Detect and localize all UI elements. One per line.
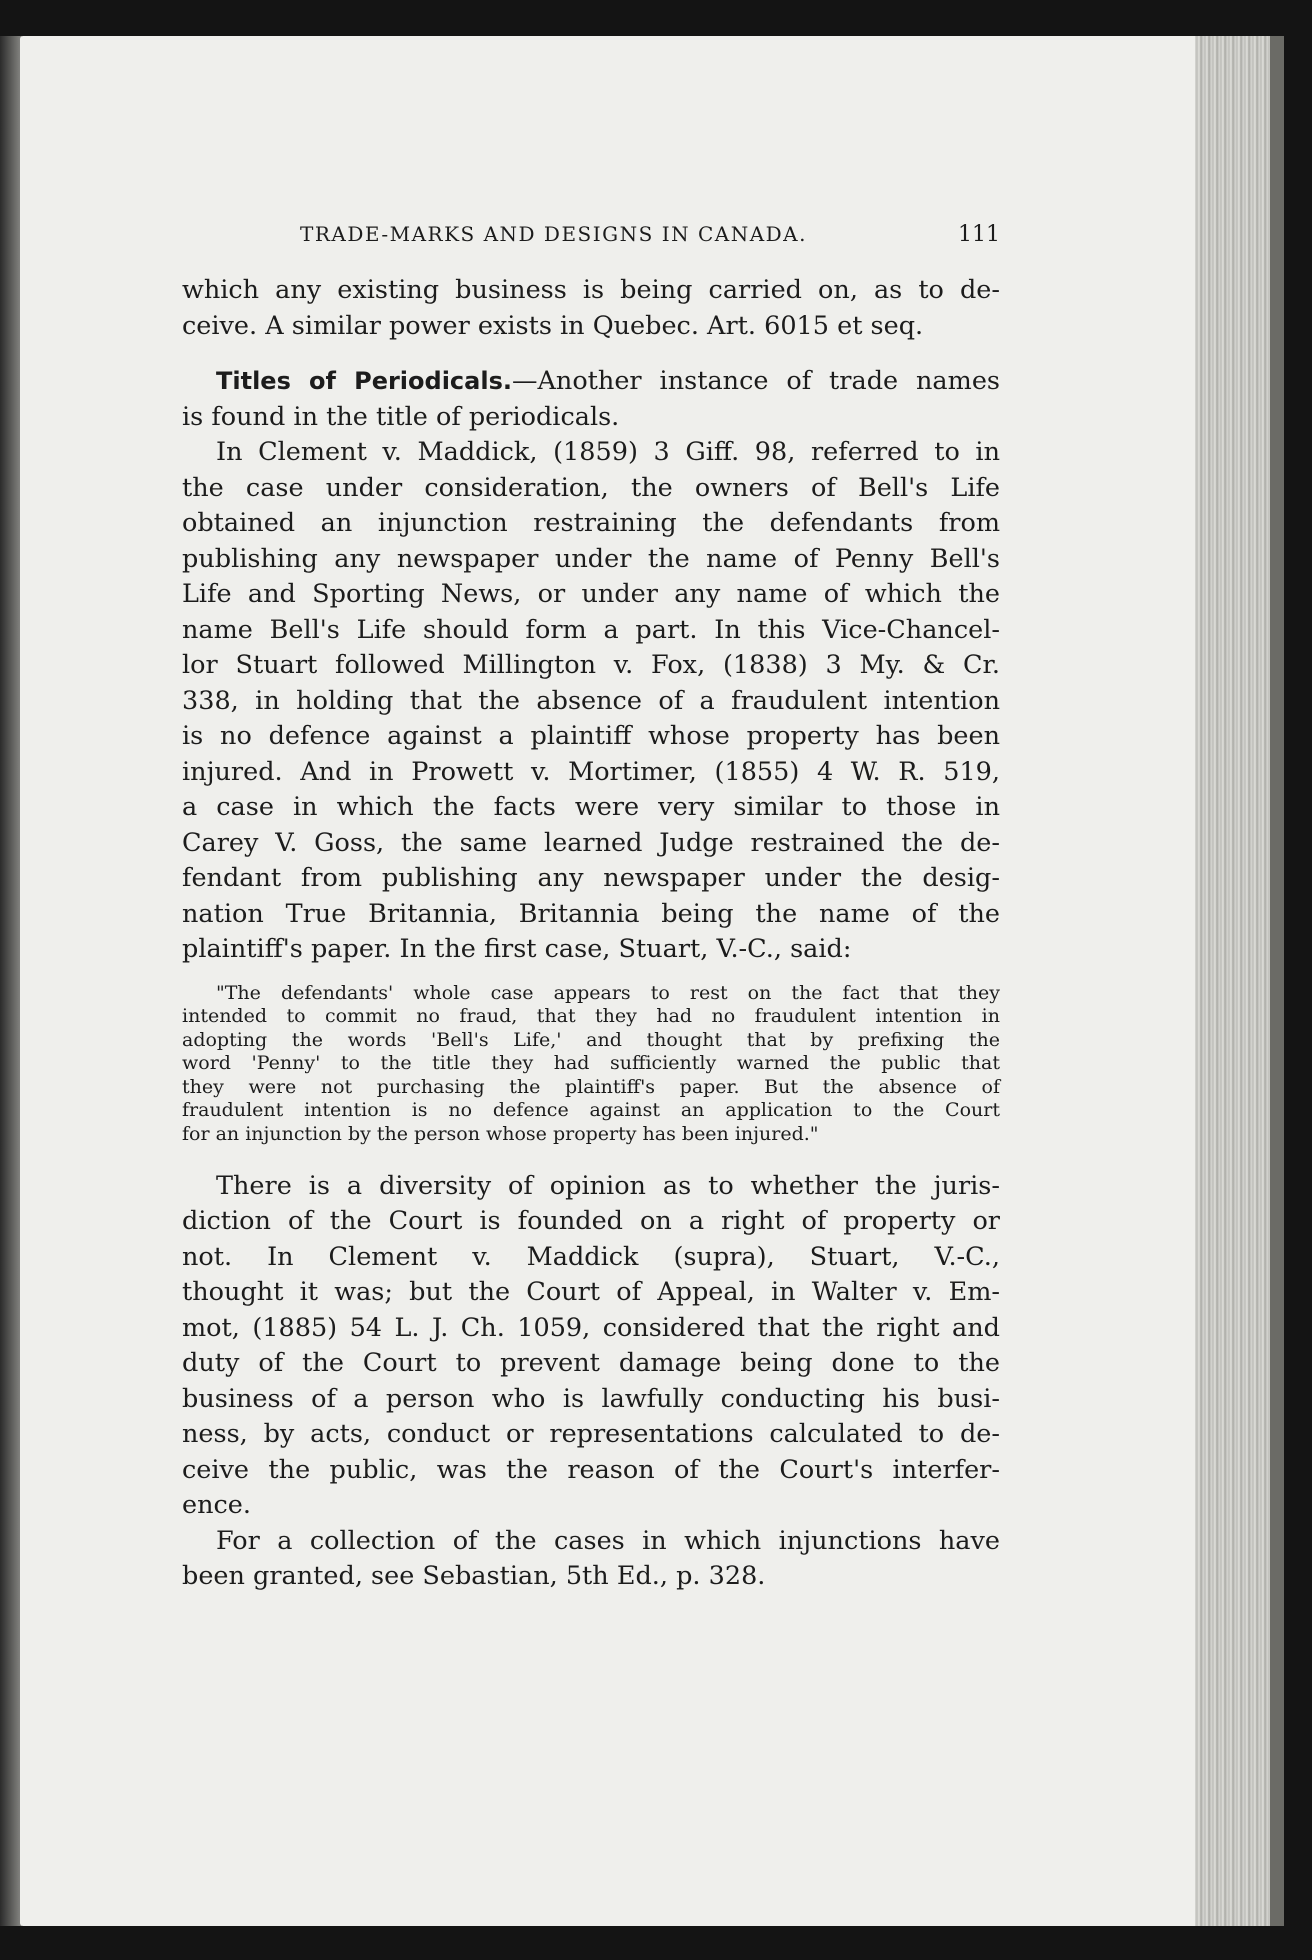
text-line: For a collection of the cases in which injunctions have	[216, 1525, 1000, 1556]
book-gutter	[0, 36, 22, 1926]
text-line: injured. And in Prowett v. Mortimer, (1855) 4 W. R. 519,	[182, 756, 1000, 787]
text-line: fendant from publishing any newspaper under the desig-	[182, 863, 1000, 893]
quote-line: fraudulent intention is no defence against an application to the Court	[182, 1099, 1000, 1122]
text-line: Carey V. Goss, the same learned Judge restrained the de-	[182, 827, 1000, 858]
text-line: mot, (1885) 54 L. J. Ch. 1059, considered that the right and	[182, 1312, 1000, 1343]
quote-line: intended to commit no fraud, that they had no fraudulent intention in	[182, 1005, 1000, 1028]
running-head-title: TRADE-MARKS AND DESIGNS IN CANADA.	[300, 222, 807, 246]
quote-line: adopting the words 'Bell's Life,' and thought that by prefixing the	[182, 1028, 1000, 1051]
quote-line: word 'Penny' to the title they had sufficiently warned the public that	[182, 1052, 1000, 1075]
text-line: thought it was; but the Court of Appeal, in Walter v. Em-	[182, 1277, 1000, 1308]
text-line: 338, in holding that the absence of a fraudulent intention	[182, 685, 1000, 716]
heading-continuation: —Another instance of trade names	[511, 366, 1000, 396]
text-line: is found in the title of periodicals.	[182, 401, 620, 432]
text-line: name Bell's Life should form a part. In this Vice-Chancel-	[182, 614, 1000, 645]
section-heading: Titles of Periodicals.	[216, 367, 512, 395]
text-line: been granted, see Sebastian, 5th Ed., p. 328.	[182, 1561, 766, 1592]
text-line: There is a diversity of opinion as to whether the juris-	[216, 1170, 1000, 1201]
page-text	[182, 222, 1000, 1595]
text-line: nation True Britannia, Britannia being the name of the	[182, 898, 1000, 929]
text-line: Life and Sporting News, or under any name of which the	[182, 579, 1000, 609]
text-line: ness, by acts, conduct or representations calculated to de-	[182, 1419, 1000, 1450]
book-cover-edge	[1270, 36, 1284, 1926]
paragraph-5	[182, 1524, 1000, 1595]
paragraph-1	[182, 273, 1000, 344]
paragraph-2	[182, 364, 1000, 435]
running-head	[182, 222, 1000, 247]
quote-line: they were not purchasing the plaintiff's paper. But the absence of	[182, 1075, 1000, 1098]
text-line: lor Stuart followed Millington v. Fox, (1838) 3 My. & Cr.	[182, 650, 1000, 680]
text-line: ceive the public, was the reason of the Court's interfer-	[182, 1454, 1000, 1485]
text-line: publishing any newspaper under the name of Penny Bell's	[182, 543, 1000, 574]
page-edges	[1195, 36, 1280, 1926]
text-line: plaintiff's paper. In the first case, Stuart, V.-C., said:	[182, 934, 852, 964]
paragraph-3	[182, 435, 1000, 968]
text-line: In Clement v. Maddick, (1859) 3 Giff. 98, referred to in	[216, 437, 1000, 467]
quote-line: "The defendants' whole case appears to rest on the fact that they	[216, 981, 1000, 1004]
text-line	[182, 364, 1000, 400]
text-line: not. In Clement v. Maddick (supra), Stuart, V.-C.,	[182, 1241, 1000, 1272]
text-line: a case in which the facts were very similar to those in	[182, 792, 1000, 822]
text-line: ence.	[182, 1490, 251, 1521]
paragraph-4	[182, 1169, 1000, 1524]
text-line: obtained an injunction restraining the defendants from	[182, 508, 1000, 538]
text-line: diction of the Court is founded on a right of property or	[182, 1206, 1000, 1237]
text-line: business of a person who is lawfully conducting his busi-	[182, 1383, 1000, 1414]
text-line: is no defence against a plaintiff whose property has been	[182, 721, 1000, 751]
page-number: 111	[958, 222, 1000, 247]
quote-line: for an injunction by the person whose property has been injured."	[182, 1123, 819, 1146]
text-line: which any existing business is being carried on, as to de-	[182, 275, 1000, 305]
text-line: duty of the Court to prevent damage being done to the	[182, 1348, 1000, 1379]
text-line: the case under consideration, the owners of Bell's Life	[182, 472, 1000, 503]
text-line: ceive. A similar power exists in Quebec. Art. 6015 et seq.	[182, 310, 924, 341]
block-quote	[182, 982, 1000, 1147]
